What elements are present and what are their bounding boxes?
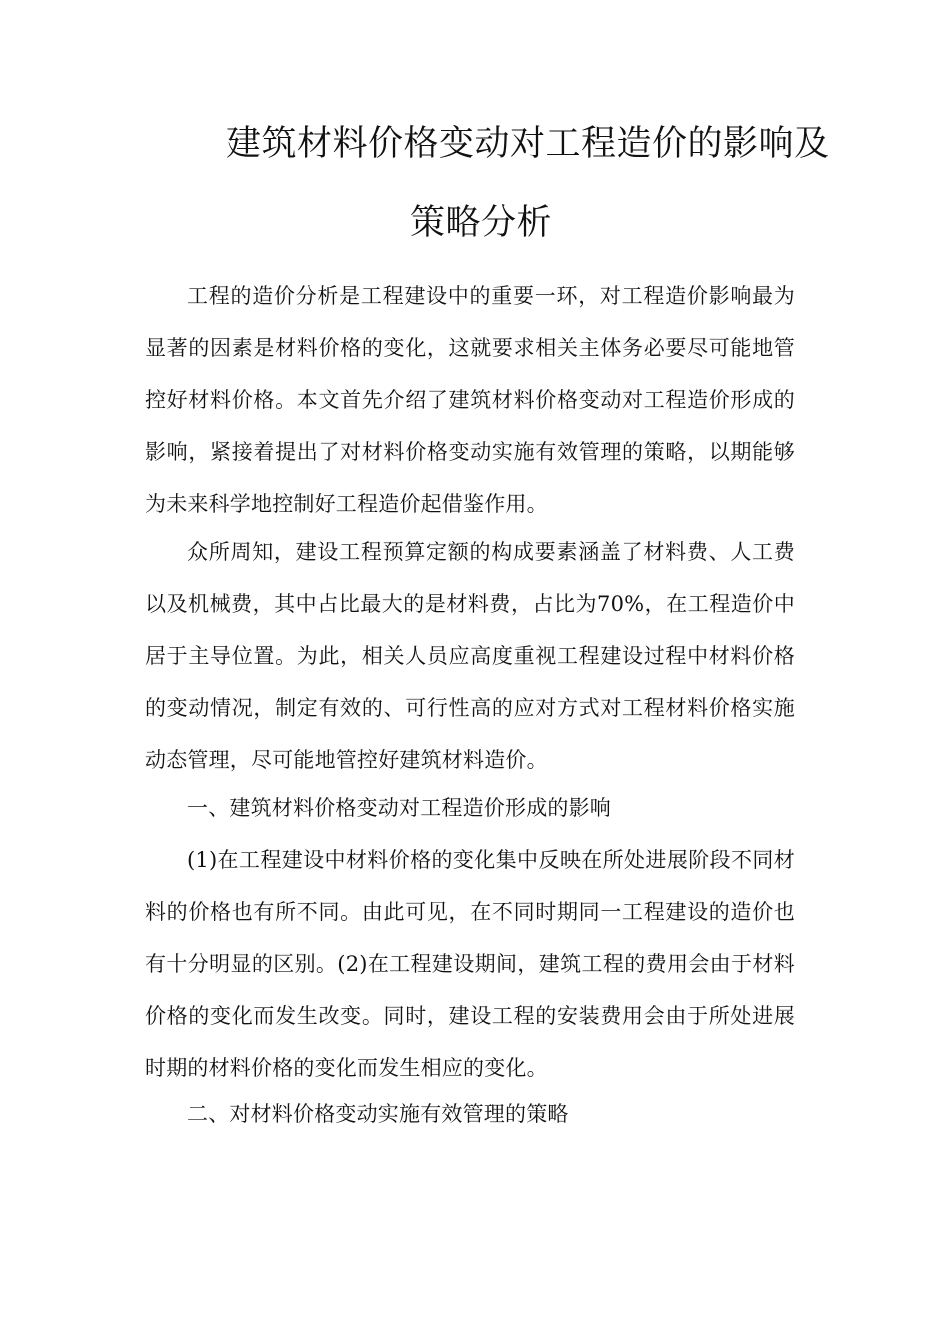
section-1-paragraph: (1)在工程建设中材料价格的变化集中反映在所处进展阶段不同材料的价格也有所不同。由此可见，在不同时期同一工程建设的造价也有十分明显的区别。(2)在工程建设期间，建筑工程的费用会由于材料价格的变化而发生改变。同时，建设工程的安装费用会由于所处进展时期的材料价格的变化而发生相应的变化。 [145, 848, 795, 1080]
intro-paragraph: 众所周知，建设工程预算定额的构成要素涵盖了材料费、人工费以及机械费，其中占比最大的是材料费，占比为70%，在工程造价中居于主导位置。为此，相关人员应高度重视工程建设过程中材料价格的变动情况，制定有效的、可行性高的应对方式对工程材料价格实施动态管理，尽可能地管控好建筑材料造价。 [145, 540, 795, 772]
abstract-paragraph: 工程的造价分析是工程建设中的重要一环，对工程造价影响最为显著的因素是材料价格的变化，这就要求相关主体务必要尽可能地管控好材料价格。本文首先介绍了建筑材料价格变动对工程造价形成的影响，紧接着提出了对材料价格变动实施有效管理的策略，以期能够为未来科学地控制好工程造价起借鉴作用。 [145, 284, 795, 516]
document-title-line-1: 建筑材料价格变动对工程造价的影响及 [226, 124, 830, 164]
section-heading-1: 一、建筑材料价格变动对工程造价形成的影响 [187, 796, 611, 820]
document-title-line-2: 策略分析 [410, 203, 553, 243]
section-heading-2: 二、对材料价格变动实施有效管理的策略 [187, 1102, 569, 1126]
